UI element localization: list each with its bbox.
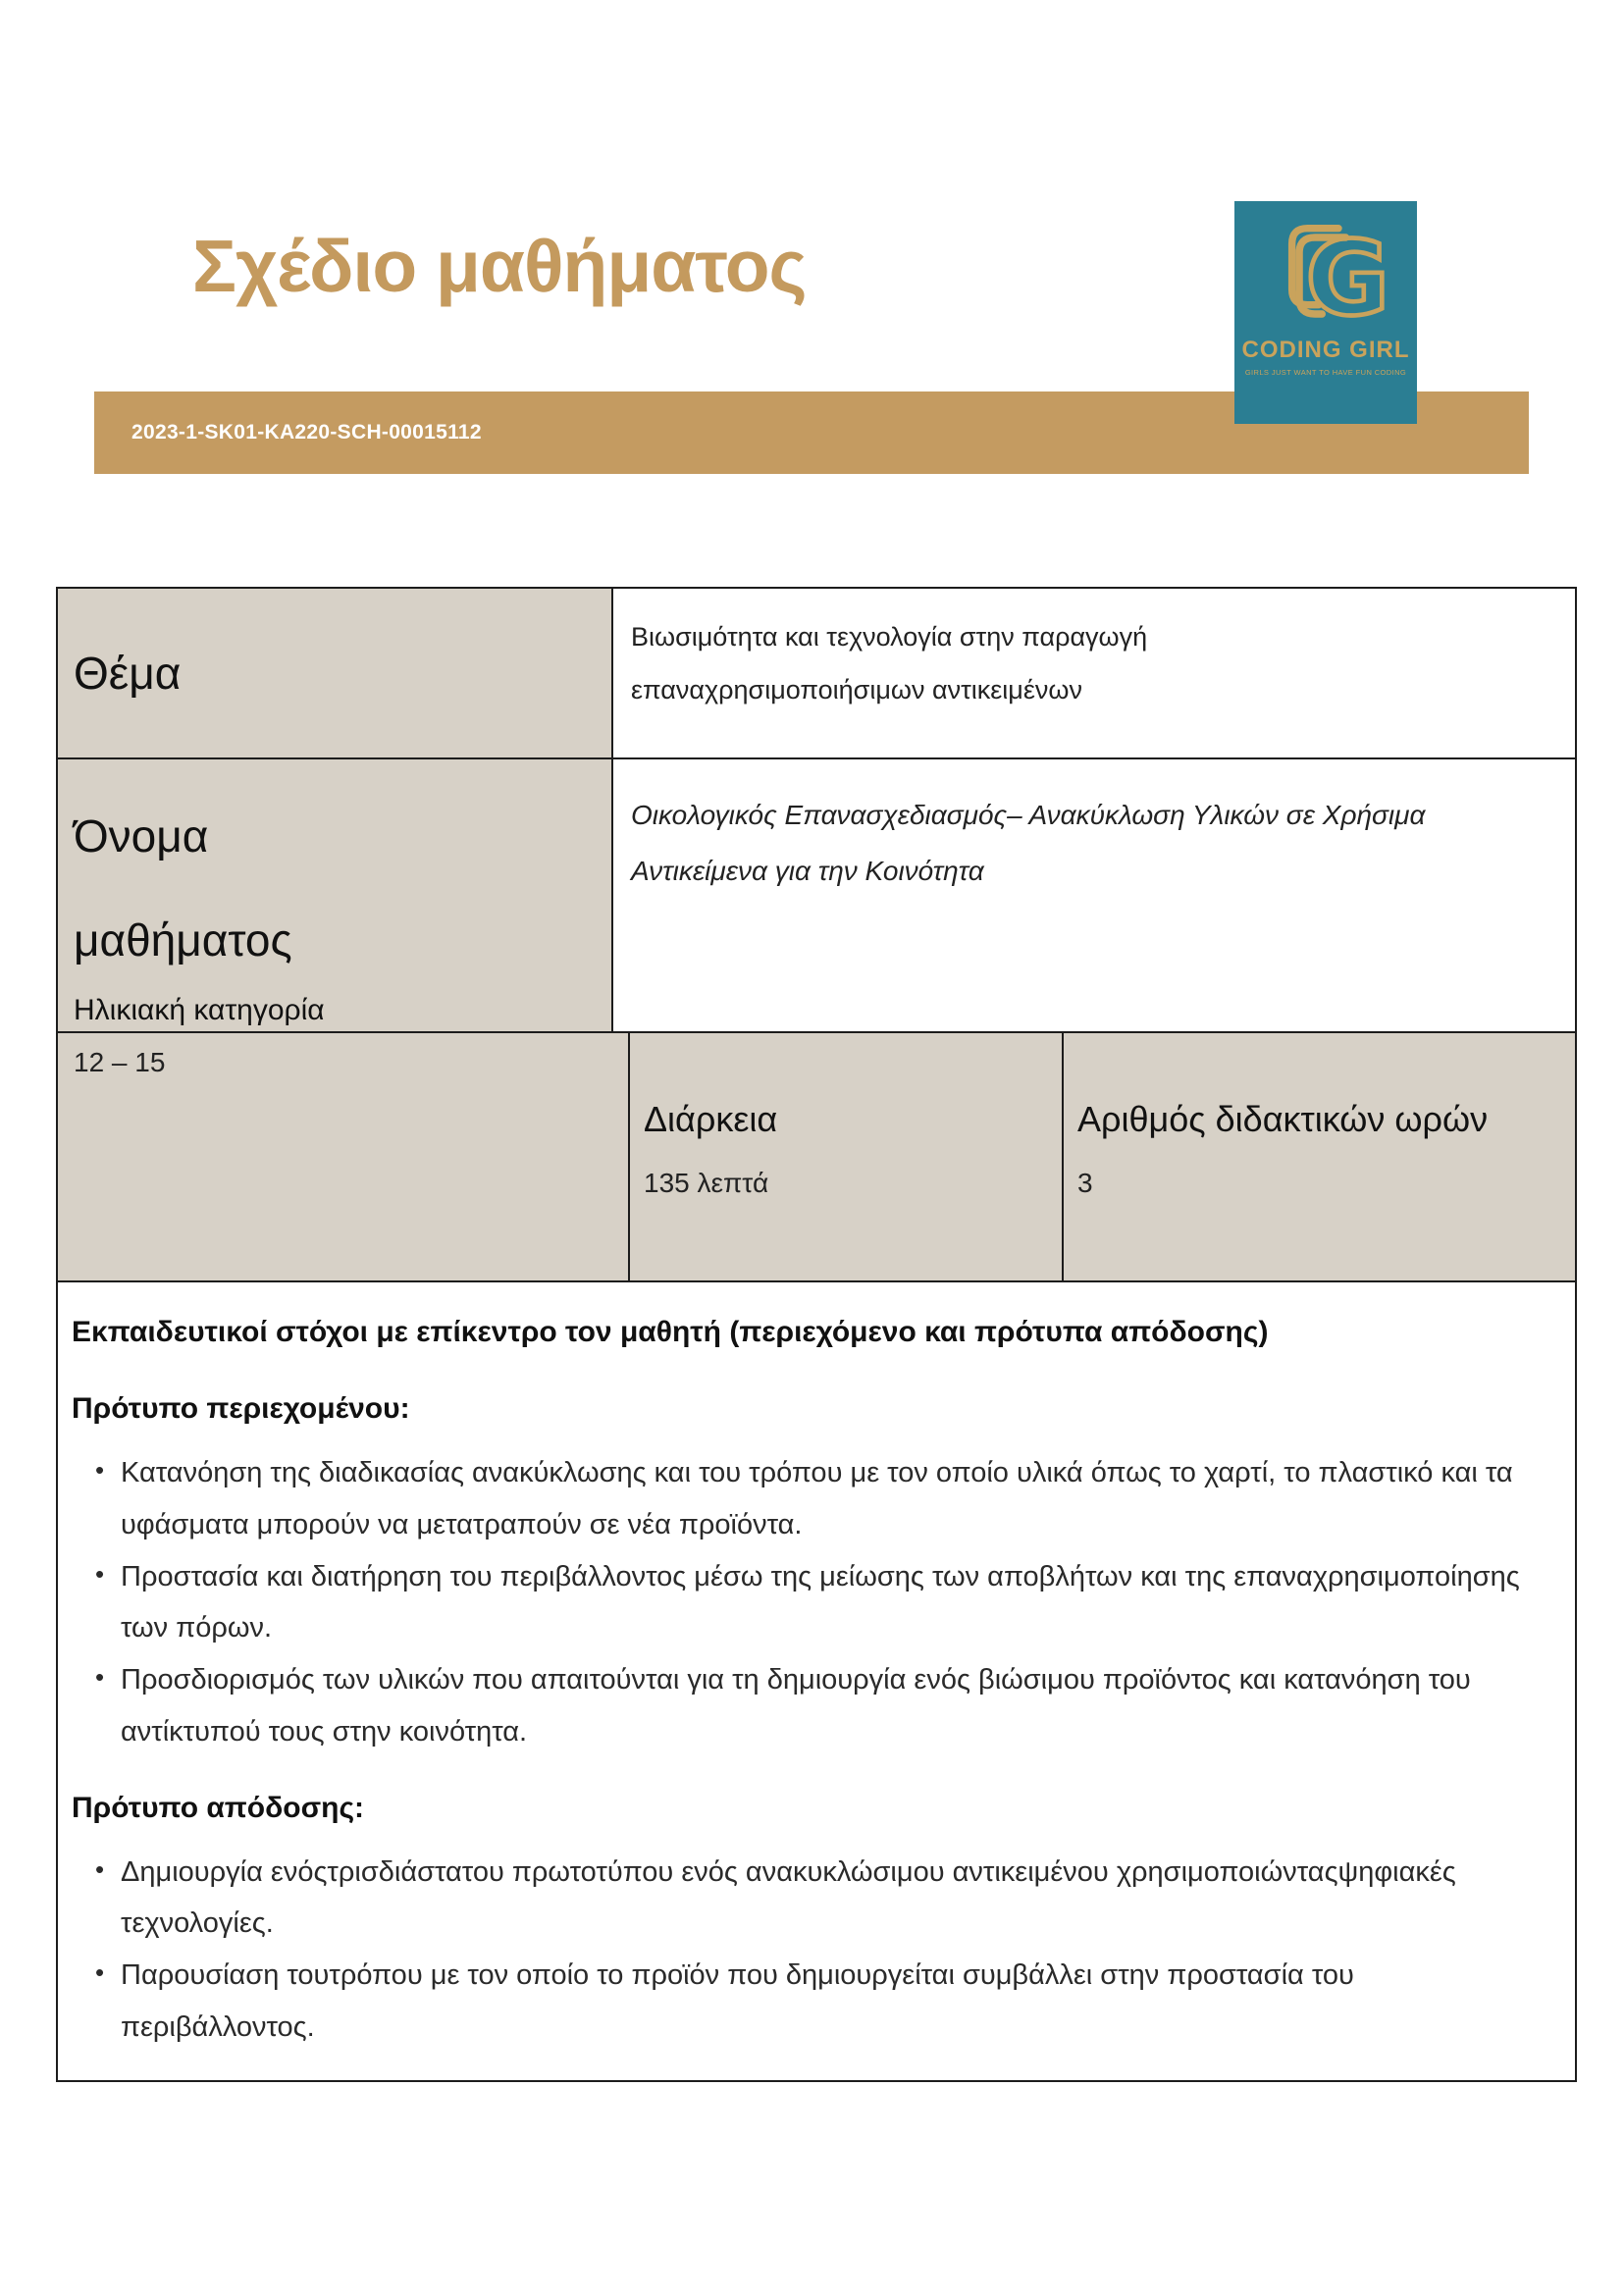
logo-name: CODING GIRL [1241,337,1410,363]
lesson-plan-table [56,587,1577,2082]
objectives-cell [58,1282,1575,2080]
table-row-objectives [58,1282,1575,2080]
list-item: • Κατανόηση της διαδικασίας ανακύκλωσης και του τρόπου με τον οποίο υλικά όπως το χαρτί, το πλαστικό και τα υφάσματα μπορούν να μετατραπούν σε νέα προϊόντα. [72,1447,1549,1551]
course-name-label-cell [58,759,613,1031]
svg-text:G: G [1305,219,1389,335]
age-range-value: 12 – 15 [74,1047,166,1077]
project-code: 2023-1-SK01-KA220-SCH-00015112 [131,421,482,444]
logo-tagline: GIRLS JUST WANT TO HAVE FUN CODING [1244,368,1407,377]
list-item: • Δημιουργία ενόςτρισδιάστατου πρωτοτύπου ενός ανακυκλώσιμου αντικειμένου χρησιμοποιώνταςψηφιακές τεχνολογίες. [72,1847,1549,1951]
content-standard-heading: Πρότυπο περιεχομένου: [72,1392,410,1425]
topic-value: Βιωσιμότητα και τεχνολογία στην παραγωγή επαναχρησιμοποιήσιμων αντικειμένων [631,622,1148,704]
performance-standard-list [72,1847,1549,2054]
teaching-hours-cell [1064,1033,1575,1280]
course-name-value: Οικολογικός Επανασχεδιασμός– Ανακύκλωση Υλικών σε Χρήσιμα Αντικείμενα για την Κοινότητα [631,800,1426,887]
topic-label-cell [58,589,613,757]
course-name-label: Όνομα μαθήματος [74,810,292,965]
duration-cell [630,1033,1064,1280]
topic-value-cell [613,589,1575,757]
coding-girl-logo [1234,201,1417,424]
list-item: • Προστασία και διατήρηση του περιβάλλοντος μέσω της μείωσης των αποβλήτων και της επαναχρησιμοποίησης των πόρων. [72,1551,1549,1655]
teaching-hours-label: Αριθμός διδακτικών ωρών [1077,1099,1489,1139]
duration-value: 135 λεπτά [644,1167,769,1198]
list-item: • Προσδιορισμός των υλικών που απαιτούνται για τη δημιουργία ενός βιώσιμου προϊόντος και κατανόηση του αντίκτυπού τους στην κοινότητα. [72,1654,1549,1758]
table-row-topic [58,589,1575,759]
duration-label: Διάρκεια [644,1099,778,1139]
course-name-value-cell [613,759,1575,1031]
topic-label: Θέμα [74,648,182,699]
page-title: Σχέδιο μαθήματος [192,225,807,307]
list-item: • Παρουσίαση τουτρόπου με τον οποίο το προϊόν που δημιουργείται συμβάλλει στην προστασία του περιβάλλοντος. [72,1950,1549,2054]
table-row-duration [58,1033,1575,1282]
age-range-cell [58,1033,630,1280]
age-category-label: Ηλικιακή κατηγορία [74,994,325,1026]
objectives-heading: Εκπαιδευτικοί στόχοι με επίκεντρο τον μαθητή (περιεχόμενο και πρότυπα απόδοσης) [72,1316,1269,1348]
table-row-course-name [58,759,1575,1033]
performance-standard-heading: Πρότυπο απόδοσης: [72,1791,365,1824]
content-standard-list [72,1447,1549,1758]
teaching-hours-value: 3 [1077,1167,1093,1198]
g-monogram-icon [1262,217,1389,335]
